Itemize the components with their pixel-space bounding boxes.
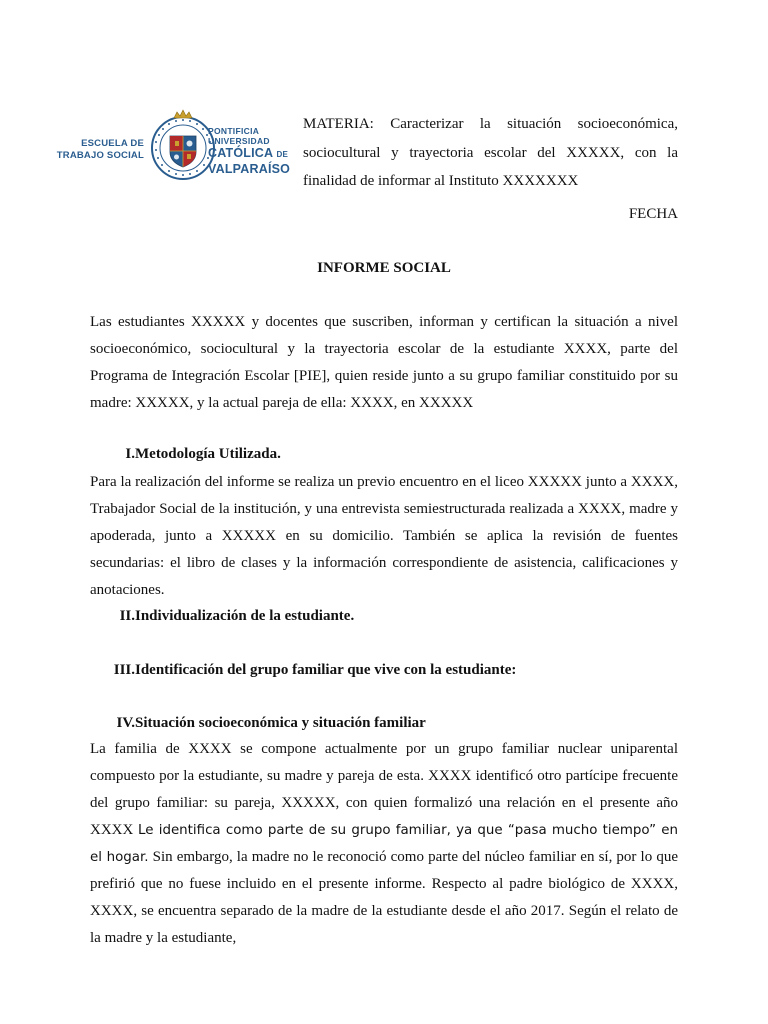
section-number: IV. <box>116 715 135 731</box>
subject-statement: MATERIA: Caracterizar la situación socioeconómica, sociocultural y trayectoria escolar del XXXXX, con la finalidad de informar al Instituto XXXXXXX <box>303 116 678 189</box>
section-heading-2 <box>90 604 678 628</box>
section-heading-1 <box>90 442 678 466</box>
school-name <box>56 138 144 162</box>
section-1-body: Para la realización del informe se realiza un previo encuentro en el liceo XXXXX junto a XXXX, Trabajador Social de la institución, y una entrevista semiestructurada realizada a XXXX, madre y apoderada, junto a XXXXX en su domicilio. También se aplica la revisión de fuentes secundarias: el libro de clases y la información correspondiente de asistencia, calificaciones y anotaciones. <box>90 474 678 598</box>
section-title: Metodología Utilizada. <box>135 446 281 462</box>
section-title: Identificación del grupo familiar que vive con la estudiante: <box>135 662 517 678</box>
section-4-body-part2: Le identifica como parte de su grupo familiar, ya que “pasa mucho tiempo” en el hogar. <box>90 823 678 865</box>
university-name-line3 <box>208 146 298 162</box>
section-heading-3 <box>90 658 678 682</box>
school-name-line2: TRABAJO SOCIAL <box>56 150 144 161</box>
document-title: INFORME SOCIAL <box>317 260 451 276</box>
institution-logo <box>56 108 291 184</box>
section-heading-4 <box>90 711 678 735</box>
section-title: Individualización de la estudiante. <box>135 608 355 624</box>
section-title: Situación socioeconómica y situación familiar <box>135 715 426 731</box>
section-4-body-part3: Sin embargo, la madre no le reconoció como parte del núcleo familiar en sí, por lo que prefirió que no fuese incluido en el presente informe. Respecto al padre biológico de XXXX, XXXX, se encuentra separado de la madre de la estudiante desde el año 2017. Según el relato de la madre y la estudiante, <box>90 849 678 946</box>
section-number: II. <box>119 608 135 624</box>
section-number: I. <box>125 446 135 462</box>
section-4-body <box>90 736 678 952</box>
university-name <box>208 126 298 176</box>
university-name-line2: UNIVERSIDAD <box>208 136 270 146</box>
university-name-catolica: CATÓLICA <box>208 146 273 160</box>
university-name-line4: VALPARAÍSO <box>208 162 291 176</box>
intro-paragraph: Las estudiantes XXXXX y docentes que suscriben, informan y certifican la situación a nivel socioeconómico, sociocultural y la trayectoria escolar de la estudiante XXXX, parte del Programa de Integración Escolar [PIE], quien reside junto a su grupo familiar constituido por su madre: XXXXX, y la actual pareja de ella: XXXX, en XXXXX <box>90 314 678 411</box>
school-name-line1: ESCUELA DE <box>81 138 144 149</box>
university-name-de: DE <box>276 150 288 159</box>
university-name-line1: PONTIFICIA <box>208 126 260 136</box>
section-number: III. <box>113 662 135 678</box>
section-4-body-part1: La familia de XXXX se compone actualmente por un grupo familiar nuclear uniparental compuesto por la estudiante, su madre y pareja de esta. XXXX identificó otro partícipe frecuente del grupo familiar: su pareja, XXXXX, con quien formalizó una relación en el presente año XXXX <box>90 741 678 838</box>
date-label: FECHA <box>628 206 678 222</box>
